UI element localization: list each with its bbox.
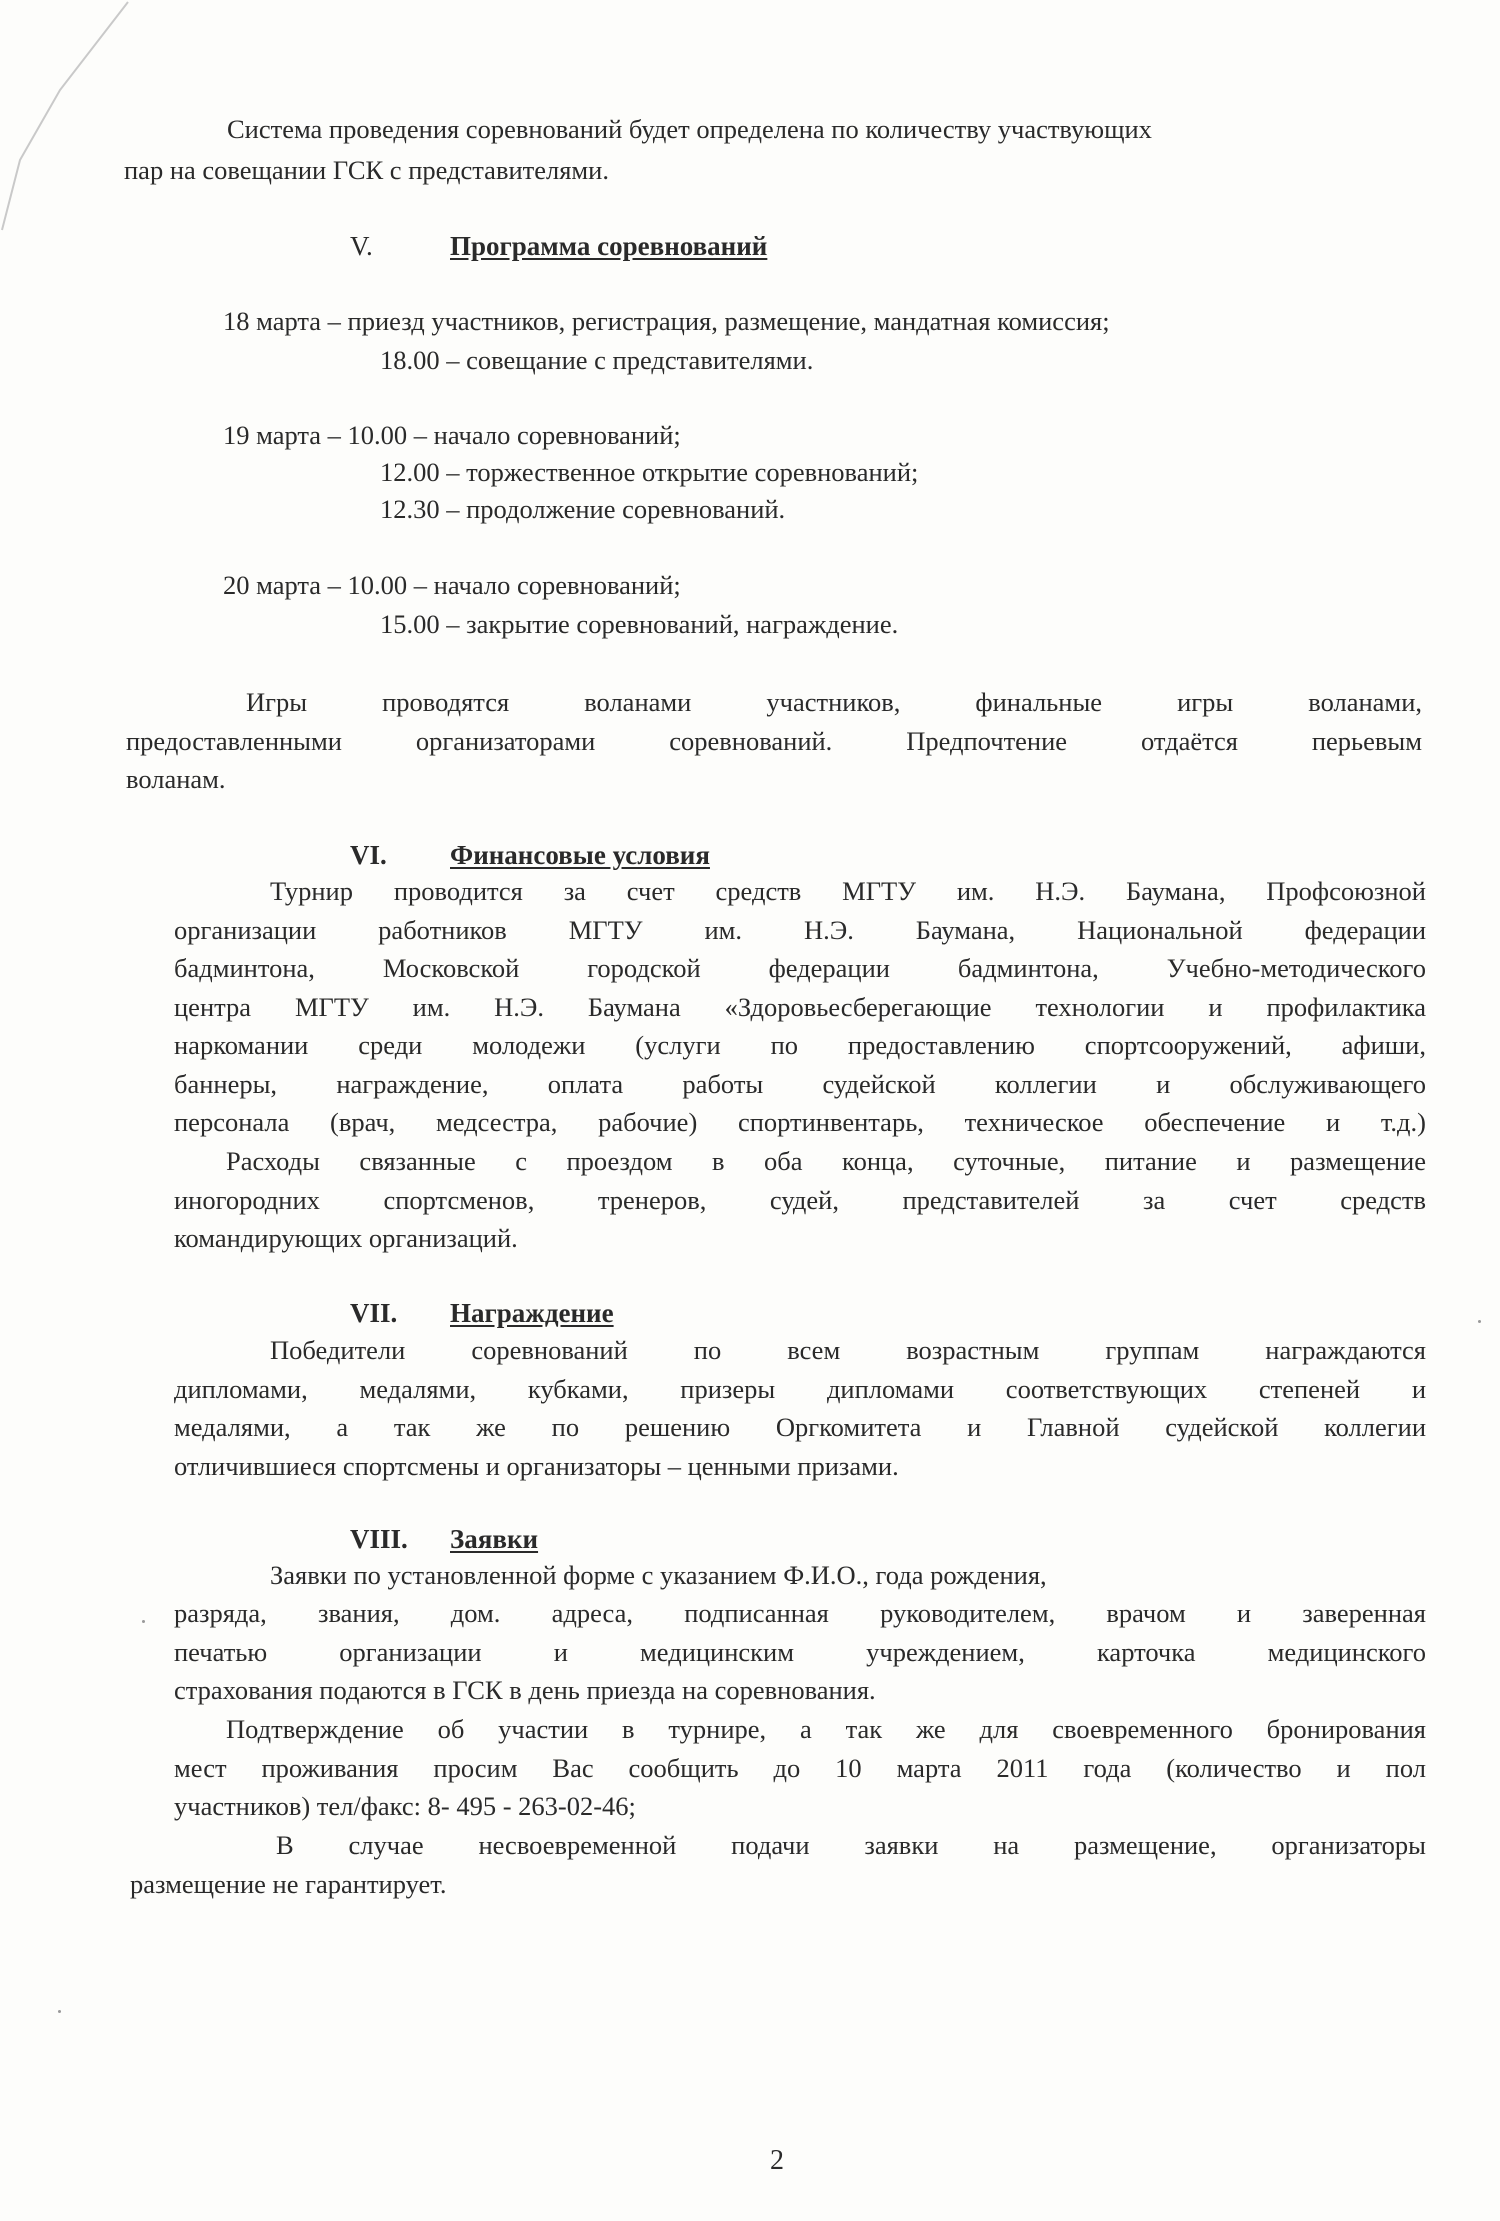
finance-line-3: бадминтона, Московской городской федерации бадминтона, Учебно-методического xyxy=(174,953,1426,983)
schedule-day-2-item-2: 12.30 – продолжение соревнований. xyxy=(380,494,786,524)
scan-speck xyxy=(1478,1320,1481,1323)
applications-line-2: разряда, звания, дом. адреса, подписанная руководителем, врачом и заверенная xyxy=(174,1598,1426,1628)
schedule-day-1-item-1: 18.00 – совещание с представителями. xyxy=(380,345,814,375)
section-8-title: Заявки xyxy=(450,1524,539,1554)
awards-line-2: дипломами, медалями, кубками, призеры дипломами соответствующих степеней и xyxy=(174,1373,1426,1404)
section-5-title: Программа соревнований xyxy=(450,231,768,261)
confirmation-line-1: Подтверждение об участии в турнире, а так же для своевременного бронирования xyxy=(226,1714,1426,1744)
confirmation-paragraph xyxy=(174,1710,1426,1826)
section-6-heading xyxy=(350,836,710,874)
late-application-paragraph xyxy=(130,1826,1426,1903)
finance-line-6: баннеры, награждение, оплата работы судейской коллегии и обслуживающего xyxy=(174,1068,1426,1099)
awards-paragraph xyxy=(174,1331,1426,1485)
finance-line-7: персонала (врач, медсестра, рабочие) спортинвентарь, техническое обеспечение и т.д.) xyxy=(174,1107,1426,1137)
confirmation-line-2: мест проживания просим Вас сообщить до 10 марта 2011 года (количество и пол xyxy=(174,1752,1426,1783)
expenses-line-3: командирующих организаций. xyxy=(174,1223,518,1253)
page-number: 2 xyxy=(770,2145,784,2176)
games-line-3: воланам. xyxy=(126,764,226,794)
schedule-day-1: 18 марта – приезд участников, регистрация, размещение, мандатная комиссия; xyxy=(223,306,1110,336)
games-line-1: Игры проводятся воланами участников, финальные игры воланами, xyxy=(246,687,1422,717)
late-application-line-1: В случае несвоевременной подачи заявки на размещение, организаторы xyxy=(276,1830,1426,1860)
expenses-line-2: иногородних спортсменов, тренеров, судей, представителей за счет средств xyxy=(174,1184,1426,1215)
section-5-heading xyxy=(350,227,767,265)
finance-line-4: центра МГТУ им. Н.Э. Баумана «Здоровьесберегающие технологии и профилактика xyxy=(174,991,1426,1022)
schedule-day-2: 19 марта – 10.00 – начало соревнований; xyxy=(223,420,681,450)
section-8-heading xyxy=(350,1520,538,1558)
section-6-title: Финансовые условия xyxy=(450,840,710,870)
section-6-number: VI. xyxy=(350,840,387,870)
applications-line-4: страхования подаются в ГСК в день приезда на соревнования. xyxy=(174,1675,876,1705)
section-7-heading xyxy=(350,1294,614,1332)
schedule-day-2-item-1: 12.00 – торжественное открытие соревнований; xyxy=(380,457,919,487)
intro-line-1: Система проведения соревнований будет определена по количеству участвующих xyxy=(227,114,1152,144)
awards-line-4: отличившиеся спортсмены и организаторы – ценными призами. xyxy=(174,1450,899,1481)
applications-line-1: Заявки по установленной форме с указанием Ф.И.О., года рождения, xyxy=(270,1560,1047,1590)
applications-line-3: печатью организации и медицинским учреждением, карточка медицинского xyxy=(174,1636,1426,1667)
scan-speck xyxy=(142,1620,145,1623)
schedule-day-3: 20 марта – 10.00 – начало соревнований; xyxy=(223,570,681,600)
section-7-number: VII. xyxy=(350,1298,398,1328)
games-line-2: предоставленными организаторами соревнований. Предпочтение отдаётся перьевым xyxy=(126,725,1422,756)
intro-line-2: пар на совещании ГСК с представителями. xyxy=(124,155,609,185)
awards-line-1: Победители соревнований по всем возрастным группам награждаются xyxy=(270,1335,1426,1365)
finance-paragraph-1 xyxy=(174,872,1426,1142)
paper-crease-mark xyxy=(0,0,160,260)
confirmation-line-3: участников) тел/факс: 8- 495 - 263-02-46; xyxy=(174,1791,636,1821)
games-paragraph xyxy=(126,683,1422,799)
awards-line-3: медалями, а так же по решению Оргкомитета и Главной судейской коллегии xyxy=(174,1412,1426,1442)
applications-paragraph xyxy=(174,1594,1426,1710)
finance-line-1: Турнир проводится за счет средств МГТУ им. Н.Э. Баумана, Профсоюзной xyxy=(270,876,1426,906)
section-5-number: V. xyxy=(350,231,373,261)
finance-line-5: наркомании среди молодежи (услуги по предоставлению спортсооружений, афиши, xyxy=(174,1030,1426,1060)
schedule-day-3-item-1: 15.00 – закрытие соревнований, награждение. xyxy=(380,609,899,639)
scan-speck xyxy=(58,2010,61,2013)
finance-paragraph-2 xyxy=(174,1142,1426,1258)
section-7-title: Награждение xyxy=(450,1298,614,1328)
section-8-number: VIII. xyxy=(350,1524,408,1554)
finance-line-2: организации работников МГТУ им. Н.Э. Баумана, Национальной федерации xyxy=(174,914,1426,945)
expenses-line-1: Расходы связанные с проездом в оба конца, суточные, питание и размещение xyxy=(226,1146,1426,1176)
late-application-line-2: размещение не гарантирует. xyxy=(130,1868,447,1899)
